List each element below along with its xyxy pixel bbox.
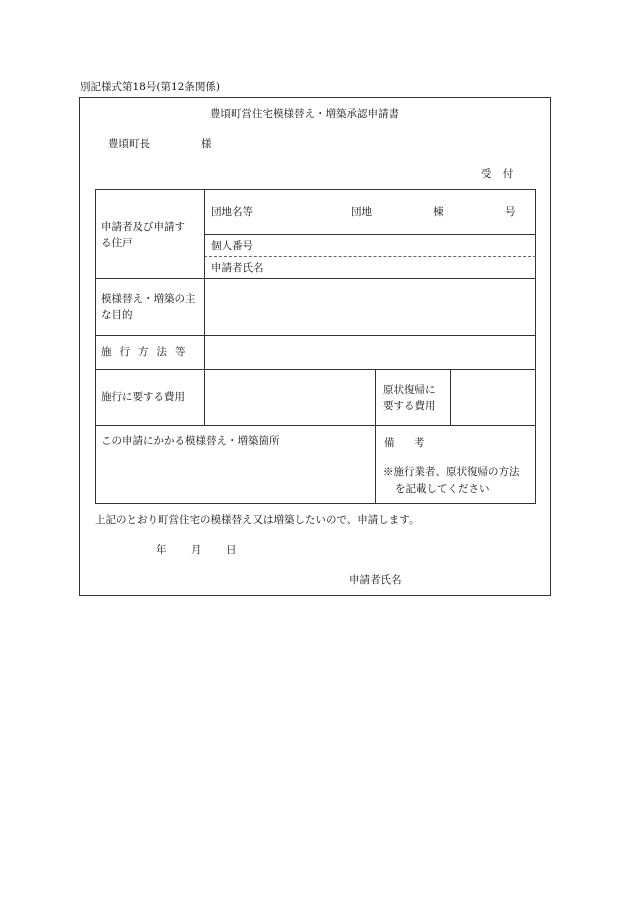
restore-label-line2: 要する費用 xyxy=(383,400,436,412)
danchi-name-label: 団地名等 xyxy=(211,206,253,218)
cost-label: 施行に要する費用 xyxy=(101,391,185,403)
purpose-label-line2: な目的 xyxy=(101,309,133,321)
personal-number-label: 個人番号 xyxy=(211,240,253,252)
addressee-honorific: 様 xyxy=(201,138,212,150)
method-label: 施行方法等 xyxy=(101,346,194,358)
date-month: 月 xyxy=(191,544,202,556)
restore-label-line1: 原状復帰に xyxy=(383,384,436,396)
tou-label: 棟 xyxy=(433,206,444,218)
form-id: 別記様式第18号(第12条関係) xyxy=(80,81,220,93)
application-statement: 上記のとおり町営住宅の模様替え又は増築したいので、申請します。 xyxy=(95,514,420,526)
applicant-name-label: 申請者氏名 xyxy=(211,262,264,274)
date-day: 日 xyxy=(226,544,237,556)
remarks-label: 備 考 xyxy=(384,437,433,449)
applicant-label-line1: 申請者及び申請す xyxy=(101,221,185,233)
purpose-label-line1: 模様替え・増築の主 xyxy=(101,293,196,305)
remarks-note-line2: を記載してください xyxy=(395,483,490,495)
signature-label: 申請者氏名 xyxy=(349,574,402,586)
danchi-label: 団地 xyxy=(351,206,372,218)
applicant-label-line2: る住戸 xyxy=(101,237,133,249)
remarks-note-line1: ※施行業者、原状復帰の方法 xyxy=(383,466,520,478)
gou-label: 号 xyxy=(505,206,516,218)
reception-label: 受 付 xyxy=(481,168,518,180)
location-label: この申請にかかる模様替え・増築箇所 xyxy=(101,435,280,447)
form-title: 豊頃町営住宅模様替え・増築承認申請書 xyxy=(210,108,399,120)
addressee-name: 豊頃町長 xyxy=(108,138,150,150)
date-year: 年 xyxy=(156,544,167,556)
